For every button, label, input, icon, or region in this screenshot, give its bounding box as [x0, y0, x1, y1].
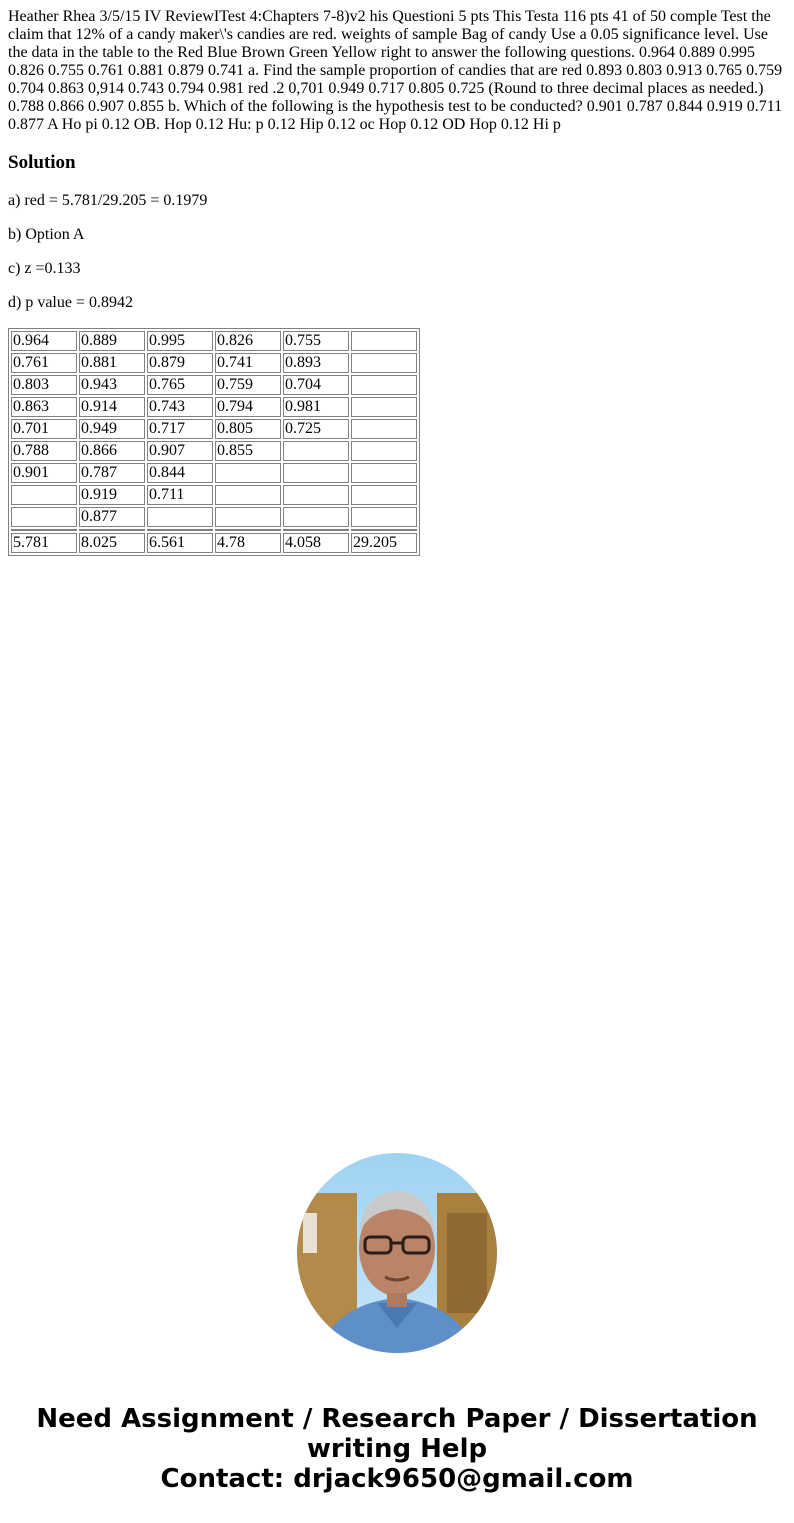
table-separator-row — [11, 529, 417, 531]
table-cell — [351, 397, 417, 417]
table-row — [11, 375, 417, 395]
table-cell: 0.803 — [11, 375, 77, 395]
table-cell — [11, 507, 77, 527]
separator-cell — [11, 529, 77, 531]
total-cell: 4.058 — [283, 533, 349, 553]
table-cell: 0.914 — [79, 397, 145, 417]
table-cell: 0.759 — [215, 375, 281, 395]
table-cell: 0.919 — [79, 485, 145, 505]
table-cell — [351, 463, 417, 483]
table-cell: 0.879 — [147, 353, 213, 373]
separator-cell — [79, 529, 145, 531]
table-cell: 0.863 — [11, 397, 77, 417]
table-cell: 0.787 — [79, 463, 145, 483]
table-row — [11, 441, 417, 461]
table-cell: 0.741 — [215, 353, 281, 373]
table-cell — [215, 485, 281, 505]
table-row — [11, 397, 417, 417]
total-cell: 6.561 — [147, 533, 213, 553]
promo-line-1: Need Assignment / Research Paper / Dissertation — [36, 1404, 758, 1434]
table-cell: 0.877 — [79, 507, 145, 527]
separator-cell — [351, 529, 417, 531]
table-cell: 0.761 — [11, 353, 77, 373]
answer-c: c) z =0.133 — [8, 260, 81, 277]
table-cell: 0.889 — [79, 331, 145, 351]
table-cell: 0.881 — [79, 353, 145, 373]
question-text: Heather Rhea 3/5/15 IV ReviewITest 4:Chapters 7-8)v2 his Questioni 5 pts This Testa 116 pts 41 of 50 comple Test the claim that 12% of a candy maker\'s candies are red. weights of sample Bag of candy Use a 0.05 significance level. Use the data in the table to the Red Blue Brown Green Yellow right to answer the following questions. 0.964 0.889 0.995 0.826 0.755 0.761 0.881 0.879 0.741 a. Find the sample proportion of candies that are red 0.893 0.803 0.913 0.765 0.759 0.704 0.863 0,914 0.743 0.794 0.981 red .2 0,701 0.949 0.717 0.805 0.725 (Round to three decimal places as needed.) 0.788 0.866 0.907 0.855 b. Which of the following is the hypothesis test to be conducted? 0.901 0.787 0.844 0.919 0.711 0.877 A Ho pi 0.12 OB. Hop 0.12 Hu: p 0.12 Hip 0.12 oc Hop 0.12 OD Hop 0.12 Hi p — [8, 8, 783, 133]
total-cell: 8.025 — [79, 533, 145, 553]
candy-weights-table — [8, 328, 420, 556]
table-cell — [283, 485, 349, 505]
total-cell: 4.78 — [215, 533, 281, 553]
table-cell: 0.844 — [147, 463, 213, 483]
page-content — [0, 0, 794, 556]
answer-b: b) Option A — [8, 226, 85, 243]
table-cell: 0.907 — [147, 441, 213, 461]
table-totals-row — [11, 533, 417, 553]
table-cell: 0.725 — [283, 419, 349, 439]
table-cell — [351, 353, 417, 373]
table-cell: 0.995 — [147, 331, 213, 351]
table-row — [11, 463, 417, 483]
table-cell — [351, 485, 417, 505]
table-cell: 0.743 — [147, 397, 213, 417]
table-cell — [351, 331, 417, 351]
table-cell — [283, 441, 349, 461]
table-cell: 0.826 — [215, 331, 281, 351]
answer-d: d) p value = 0.8942 — [8, 294, 133, 311]
table-cell: 0.964 — [11, 331, 77, 351]
table-cell: 0.981 — [283, 397, 349, 417]
table-cell — [283, 463, 349, 483]
table-cell: 0.893 — [283, 353, 349, 373]
table-row — [11, 507, 417, 527]
table-cell — [351, 441, 417, 461]
table-cell: 0.711 — [147, 485, 213, 505]
promo-line-2: writing Help — [306, 1434, 488, 1464]
table-cell: 0.788 — [11, 441, 77, 461]
separator-cell — [147, 529, 213, 531]
table-cell: 0.701 — [11, 419, 77, 439]
table-cell: 0.901 — [11, 463, 77, 483]
table-cell — [283, 507, 349, 527]
table-cell: 0.855 — [215, 441, 281, 461]
promo-banner — [0, 1404, 794, 1494]
author-avatar — [297, 1153, 497, 1353]
table-cell: 0.704 — [283, 375, 349, 395]
table-cell: 0.866 — [79, 441, 145, 461]
table-row — [11, 353, 417, 373]
table-cell: 0.943 — [79, 375, 145, 395]
separator-cell — [215, 529, 281, 531]
table-cell — [351, 419, 417, 439]
table-cell: 0.755 — [283, 331, 349, 351]
table-row — [11, 331, 417, 351]
answer-a: a) red = 5.781/29.205 = 0.1979 — [8, 192, 208, 209]
table-row — [11, 419, 417, 439]
table-row — [11, 485, 417, 505]
table-cell — [351, 375, 417, 395]
table-cell: 0.717 — [147, 419, 213, 439]
promo-contact: Contact: drjack9650@gmail.com — [160, 1464, 634, 1494]
table-cell: 0.805 — [215, 419, 281, 439]
solution-heading: Solution — [8, 152, 76, 173]
total-cell: 29.205 — [351, 533, 417, 553]
table-cell — [215, 507, 281, 527]
table-cell — [351, 507, 417, 527]
table-cell: 0.949 — [79, 419, 145, 439]
table-cell — [215, 463, 281, 483]
separator-cell — [283, 529, 349, 531]
table-cell: 0.765 — [147, 375, 213, 395]
table-cell — [147, 507, 213, 527]
table-cell: 0.794 — [215, 397, 281, 417]
table-cell — [11, 485, 77, 505]
total-cell: 5.781 — [11, 533, 77, 553]
